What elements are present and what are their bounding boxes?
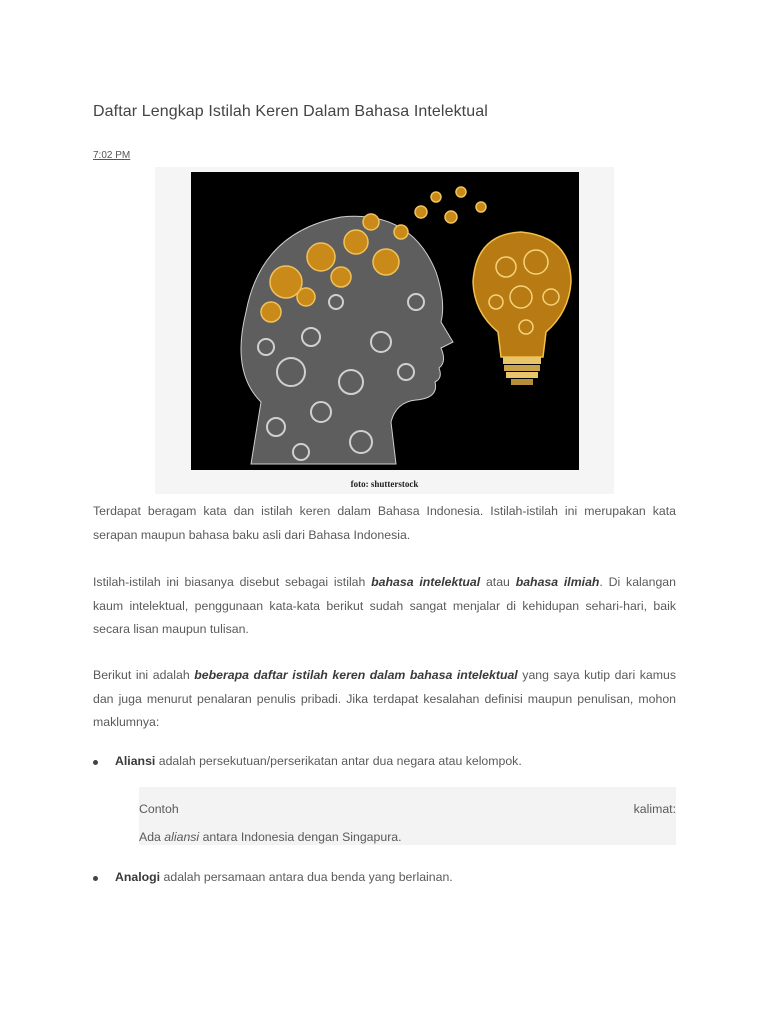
- paragraph-definition: [93, 571, 676, 642]
- text-run: antara Indonesia dengan Singapura.: [199, 830, 402, 844]
- bullet-icon: [93, 760, 98, 765]
- post-title[interactable]: Daftar Lengkap Istilah Keren Dalam Bahasa Intelektual: [93, 103, 488, 120]
- emphasis-term: beberapa daftar istilah keren dalam bahasa intelektual: [194, 668, 518, 682]
- post-timestamp-link[interactable]: 7:02 PM: [93, 150, 131, 161]
- photo-caption: foto: shutterstock: [350, 479, 419, 489]
- bullet-icon: [93, 876, 98, 881]
- text-run: Istilah-istilah ini biasanya disebut sebagai istilah: [93, 575, 372, 589]
- text-run: yang saya kutip dari kamus dan juga menurut penalaran penulis pribadi. Jika terdapat kesalahan definisi maupun penulisan, mohon maklumnya:: [93, 668, 676, 729]
- emphasis-term: bahasa intelektual: [371, 575, 481, 589]
- list-item: [115, 754, 522, 768]
- text-run: Ada: [139, 830, 165, 844]
- example-label-left: Contoh: [139, 802, 179, 816]
- term-name: Analogi: [115, 870, 161, 884]
- example-box: [139, 787, 676, 845]
- example-sentence: [139, 830, 402, 844]
- text-run: Berikut ini adalah: [93, 668, 195, 682]
- term-definition: adalah persamaan antara dua benda yang berlainan.: [160, 870, 453, 884]
- paragraph-intro: Terdapat beragam kata dan istilah keren dalam Bahasa Indonesia. Istilah-istilah ini merupakan kata serapan maupun bahasa baku asli dari Bahasa Indonesia.: [93, 504, 676, 542]
- text-run: atau: [480, 575, 516, 589]
- term-name: Aliansi: [115, 754, 156, 768]
- example-label: [139, 802, 676, 816]
- list-item: [115, 870, 453, 884]
- paragraph-list-intro: [93, 664, 676, 735]
- example-label-right: kalimat:: [633, 802, 676, 816]
- text-run: . Di kalangan kaum intelektual, penggunaan kata-kata berikut sudah sangat menjalar di kehidupan sehari-hari, baik secara lisan maupun tulisan.: [93, 575, 676, 636]
- example-term: aliansi: [164, 830, 200, 844]
- featured-figure: [155, 167, 614, 494]
- term-definition: adalah persekutuan/perserikatan antar dua negara atau kelompok.: [155, 754, 522, 768]
- featured-photo: [191, 172, 579, 470]
- emphasis-term: bahasa ilmiah: [515, 575, 600, 589]
